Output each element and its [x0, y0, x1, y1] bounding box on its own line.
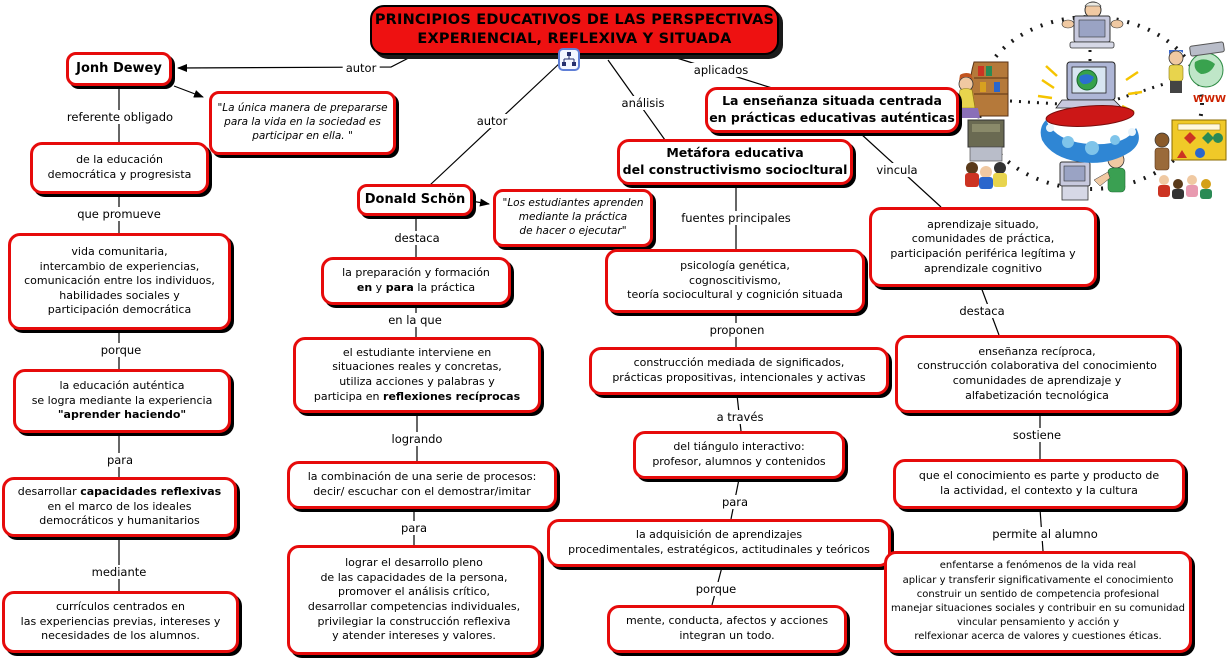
node-text: Jonh Dewey: [76, 61, 162, 77]
node-text: aprendizaje situado, comunidades de práctica, participación periférica legítima y aprendizale cognitivo: [890, 217, 1076, 275]
map-title-text: PRINCIPIOS EDUCATIVOS DE LAS PERSPECTIVAS EXPERIENCIAL, REFLEXIVA Y SITUADA: [374, 11, 775, 47]
node-curriculos[interactable]: [2, 591, 239, 653]
edge-label-sostiene[interactable]: sostiene: [1010, 428, 1064, 442]
node-construccion-mediada[interactable]: [589, 347, 889, 395]
node-text: Donald Schön: [364, 192, 466, 208]
edge-dewey-quote-arrow: [174, 86, 203, 97]
edge-label-mediante[interactable]: mediante: [89, 565, 150, 579]
node-text: enseñanza recíproca, construcción colaborativa del conocimiento comunidades de aprendizaje y alfabetización tecnológica: [917, 344, 1157, 402]
node-text: La enseñanza situada centrada en prácticas educativas auténticas: [709, 93, 955, 125]
node-desarrollo-pleno[interactable]: [287, 545, 541, 655]
node-text: la preparación y formación en y para la práctica: [342, 266, 490, 294]
node-donald-schon[interactable]: [357, 184, 473, 216]
node-combinacion-procesos[interactable]: [287, 461, 557, 509]
node-text: del tiángulo interactivo: profesor, alumnos y contenidos: [652, 440, 826, 468]
node-text: Metáfora educativa del constructivismo sociocltural: [622, 145, 848, 177]
edge-label-logrando[interactable]: logrando: [389, 432, 446, 446]
node-psicologia-genetica[interactable]: [605, 249, 865, 313]
node-vida-comunitaria[interactable]: [8, 233, 231, 330]
node-jonh-dewey[interactable]: [66, 52, 172, 86]
edge-label-porque-left[interactable]: porque: [98, 343, 145, 357]
edge-label-para-center[interactable]: para: [719, 495, 751, 509]
edge-label-para-mid[interactable]: para: [398, 521, 430, 535]
edge-label-autor-mid[interactable]: autor: [474, 114, 511, 128]
resource-link-icon[interactable]: [558, 48, 580, 71]
node-text: mente, conducta, afectos y acciones integran un todo.: [625, 614, 829, 642]
node-text: la combinación de una serie de procesos: decir/ escuchar con el demostrar/imitar: [307, 470, 537, 498]
node-triangulo-interactivo[interactable]: [633, 431, 845, 479]
node-text: enfentarse a fenómenos de la vida real aplicar y transferir significativamente el conocimiento construir un sentido de competencia profesional manejar situaciones sociales y contribuir en su comunidad vincular pensamiento y acción y relfexionar acerca de valores y cuestiones éticas.: [891, 560, 1185, 643]
node-capacidades-reflexivas[interactable]: [2, 477, 237, 537]
node-conocimiento-actividad[interactable]: [893, 459, 1185, 509]
node-adquisicion-aprendizajes[interactable]: [547, 519, 891, 567]
node-schon-quote[interactable]: [493, 189, 653, 247]
edge-label-referente-obligado[interactable]: referente obligado: [64, 110, 176, 124]
edge-label-a-traves[interactable]: a través: [714, 410, 767, 424]
node-educacion-autentica[interactable]: [13, 369, 231, 433]
node-text: el estudiante interviene en situaciones reales y concretas, utiliza acciones y palabras y participa en reflexiones recíprocas: [313, 345, 521, 403]
node-text: lograr el desarrollo pleno de las capacidades de la persona, promover el análisis crítico, desarrollar competencias individuales, privilegiar la construcción reflexiva y atender intereses y valores.: [307, 556, 521, 643]
node-text: psicología genética, cognoscitivismo, teoría sociocultural y cognición situada: [627, 259, 843, 302]
node-text: la educación auténtica se logra mediante la experiencia "aprender haciendo": [31, 379, 213, 422]
node-text: que el conocimiento es parte y producto de la actividad, el contexto y la cultura: [918, 469, 1160, 497]
edge-label-autor-left[interactable]: autor: [343, 61, 380, 75]
edge-label-porque-center[interactable]: porque: [693, 582, 740, 596]
edge-label-analisis[interactable]: análisis: [619, 96, 668, 110]
edge-label-permite-al-alumno[interactable]: permite al alumno: [989, 527, 1101, 541]
node-text: "Los estudiantes aprenden mediante la práctica de hacer o ejecutar": [502, 197, 644, 237]
edge-label-vincula[interactable]: vincula: [873, 163, 920, 177]
edge-label-fuentes-principales[interactable]: fuentes principales: [678, 211, 794, 225]
node-ensenanza-reciproca[interactable]: [895, 335, 1179, 413]
node-text: de la educación democrática y progresista: [47, 153, 192, 181]
node-text: "La única manera de prepararse para la vida en la sociedad es participar en ella. ": [217, 102, 388, 142]
node-aprendizaje-situado[interactable]: [869, 207, 1097, 287]
node-educacion-democratica[interactable]: [30, 142, 209, 194]
node-enfrentarse-fenomenos[interactable]: [884, 551, 1192, 653]
www-text: WWW: [1193, 94, 1227, 105]
edge-label-proponen[interactable]: proponen: [707, 323, 768, 337]
edge-schon-quote-arrow: [471, 201, 489, 204]
node-text: desarrollar capacidades reflexivas en el marco de los ideales democráticos y humanitarios: [17, 485, 222, 528]
node-estudiante-interviene[interactable]: [293, 337, 541, 413]
node-metafora-educativa[interactable]: [617, 139, 853, 185]
node-dewey-quote[interactable]: [209, 91, 396, 155]
edge-label-destaca-right[interactable]: destaca: [956, 304, 1007, 318]
node-text: vida comunitaria, intercambio de experiencias, comunicación entre los individuos, habilidades sociales y participación democrática: [24, 244, 215, 317]
node-mente-conducta[interactable]: [607, 605, 847, 653]
edge-label-en-la-que[interactable]: en la que: [385, 313, 445, 327]
edge-label-destaca-mid[interactable]: destaca: [391, 231, 442, 245]
node-text: currículos centrados en las experiencias previas, intereses y necesidades de los alumnos.: [20, 600, 221, 643]
node-text: construcción mediada de significados, prácticas propositivas, intencionales y activas: [612, 356, 866, 384]
edge-label-aplicados[interactable]: aplicados: [691, 63, 751, 77]
node-text: la adquisición de aprendizajes procedimentales, estratégicos, actitudinales y teóricos: [568, 528, 870, 556]
edge-label-que-promueve[interactable]: que promueve: [74, 207, 164, 221]
node-ensenanza-situada[interactable]: [705, 87, 959, 133]
node-preparacion-formacion[interactable]: [321, 257, 511, 305]
edge-label-para-left[interactable]: para: [104, 453, 136, 467]
